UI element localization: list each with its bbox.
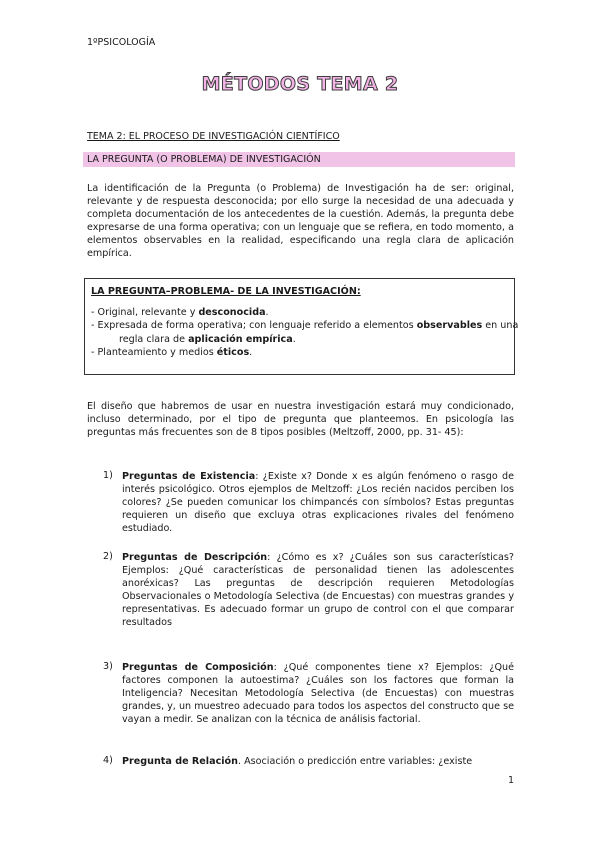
list-item [122,470,514,535]
list-item [122,755,514,768]
list-item-text: : ¿Cómo es x? ¿Cuáles son sus características? Ejemplos: ¿Qué características de personalidad tienen las adolescentes anoréxicas? Las preguntas de descripción requieren Metodologías Observacionales o Metodología Selectiva (de Encuestas) con muestras grandes y representativas. Es adecuado formar un grupo de control con el que comparar resultados [122,552,514,629]
summary-bullet [91,306,508,319]
bullet-text: . [249,346,253,358]
design-paragraph: El diseño que habremos de usar en nuestra investigación estará muy condicionado, incluso determinado, por el tipo de pregunta que planteemos. En psicología las preguntas más frecuentes son de 8 tipos posibles (Meltzoff, 2000, pp. 31- 45): [87,401,514,439]
list-item-text: : ¿Existe x? Donde x es algún fenómeno o rasgo de interés psicológico. Otros ejemplos de Meltzoff: ¿Los recién nacidos perciben los colores? ¿Se pueden comunicar los chimpancés con símbolos? Estas preguntas requieren un diseño que excluya otras explicaciones rivales del fenómeno estudiado. [122,471,515,535]
list-item-title: Preguntas de Existencia [122,471,256,482]
summary-box [84,278,519,375]
bullet-text: . [292,333,296,345]
bullet-bold: observables [416,320,483,332]
chapter-subtitle: TEMA 2: EL PROCESO DE INVESTIGACIÓN CIENTÍFICO [87,131,340,142]
bullet-bold: aplicación empírica [188,333,293,345]
list-item-title: Preguntas de Composición [122,662,274,673]
bullet-bold: éticos [216,346,250,358]
intro-paragraph: La identificación de la Pregunta (o Problema) de Investigación ha de ser: original, relevante y de respuesta desconocida; por ello surge la necesidad de una adecuada y completa documentación de los antecedentes de la cuestión. Además, la pregunta debe expresarse de una forma operativa; con un lenguaje que se refiera, en todo momento, a elementos observables en la realidad, especificando una regla clara de aplicación empírica. [87,183,514,260]
summary-bullet-continuation [91,333,508,346]
list-number: 3) [103,661,113,672]
bullet-text: - Original, relevante y [91,307,199,319]
list-number: 1) [103,470,113,481]
summary-bullet [91,346,508,359]
page-number: 1 [508,775,515,786]
summary-bullet [91,319,519,332]
summary-box-title: LA PREGUNTA–PROBLEMA- DE LA INVESTIGACIÓN: [91,286,361,297]
list-number: 2) [103,551,113,562]
bullet-text: . [265,307,269,319]
list-item [122,661,514,726]
list-item-text: : ¿Qué componentes tiene x? Ejemplos: ¿Qué factores componen la autoestima? ¿Cuáles son los factores que forman la Inteligencia? Necesitan Metodología Selectiva (de Encuestas) con muestras grandes, y, un muestreo adecuado para todos los aspectos del constructo que se vayan a medir. Se analizan con la técnica de análisis factorial. [122,662,514,726]
bullet-text: - Expresada de forma operativa; con lenguaje referido a elementos [91,320,417,332]
list-item-title: Pregunta de Relación [122,756,238,767]
header-label: 1ºPSICOLOGÍA [87,37,156,48]
list-number: 4) [103,755,113,766]
section-heading: LA PREGUNTA (O PROBLEMA) DE INVESTIGACIÓN [83,152,515,167]
list-item [122,551,514,630]
bullet-text: - Planteamiento y medios [91,346,217,358]
list-item-text: . Asociación o predicción entre variables: ¿existe [237,756,473,767]
bullet-text: en una [482,320,519,332]
bullet-bold: desconocida [198,307,266,319]
page-title: MÉTODOS TEMA 2 [201,73,399,95]
list-item-title: Preguntas de Descripción [122,552,268,563]
bullet-text: regla clara de [119,333,189,345]
